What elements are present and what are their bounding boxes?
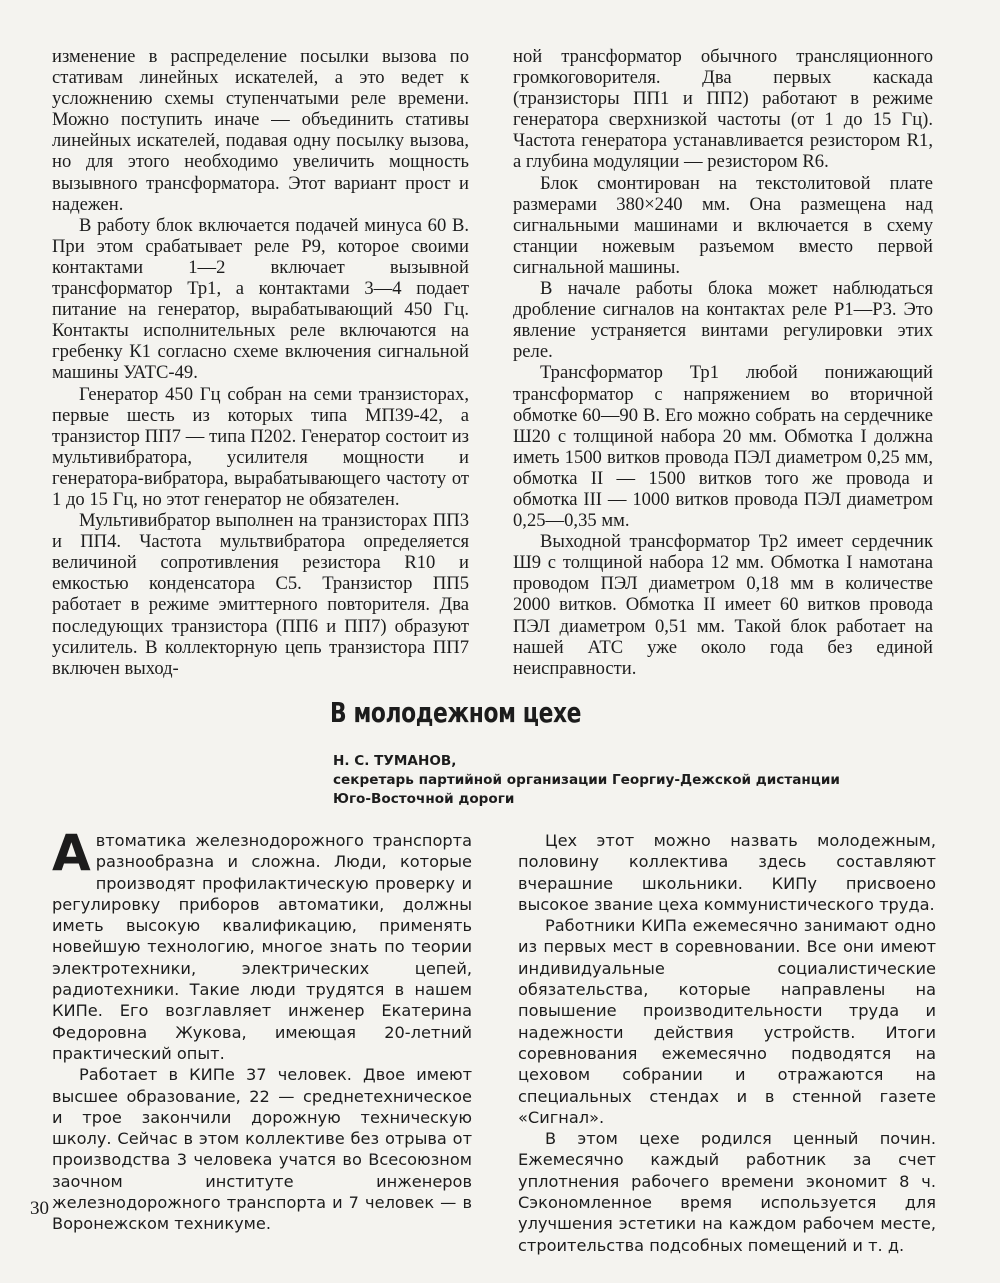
paragraph: Трансформатор Тр1 любой понижающий трансформатор с напряжением во вторичной обмотке 60—90 В. Его можно собрать на сердечнике Ш20 с толщиной набора 20 мм. Обмотка I должна иметь 1500 витков провода ПЭЛ диаметром 0,25 мм, обмотка II — 1500 витков того же провода и обмотка III — 1000 витков провода ПЭЛ диаметром 0,25—0,35 мм. (513, 362, 933, 532)
drop-cap: А (52, 824, 91, 882)
article-headline: В молодежном цехе (330, 696, 582, 729)
paragraph-text: втоматика железнодорожного транспорта разнообразна и сложна. Люди, которые производят профилактическую проверку и регулировку приборов автоматики, должны иметь высокую квалификацию, применять новейшую технологию, многое знать по теории электротехники, электрических цепей, радиотехники. Такие люди трудятся в нашем КИПе. Его возглавляет инженер Екатерина Федоровна Жукова, имеющая 20-летний практический опыт. (52, 831, 472, 1063)
paragraph: Работает в КИПе 37 человек. Двое имеют высшее образование, 22 — среднетехническое и трое закончили дорожную техническую школу. Сейчас в этом коллективе без отрыва от производства 3 человека учатся во Всесоюзном заочном институте инженеров железнодорожного транспорта и 7 человек — в Воронежском техникуме. (52, 1065, 472, 1234)
author-byline (333, 752, 840, 809)
author-title: секретарь партийной организации Георгиу-Дежской дистанции (333, 772, 840, 788)
paragraph: Цех этот можно назвать молодежным, половину коллектива здесь составляют вчерашние школьники. КИПу присвоено высокое звание цеха коммунистического труда. (518, 831, 936, 914)
paragraph (52, 824, 472, 1064)
author-organization: Юго-Восточной дороги (333, 791, 515, 807)
article2-left-column (52, 824, 472, 1235)
paragraph: В начале работы блока может наблюдаться дробление сигналов на контактах реле Р1—Р3. Это явление устраняется винтами регулировки этих реле. (513, 278, 933, 363)
article1-left-column (52, 46, 469, 679)
paragraph: Работники КИПа ежемесячно занимают одно из первых мест в соревновании. Все они имеют индивидуальные социалистические обязательства, которые направлены на повышение производительности труда и надежности действия устройств. Итоги соревнования ежемесячно подводятся на цеховом собрании и отражаются на специальных стендах и в стенной газете «Сигнал». (518, 916, 936, 1127)
paragraph: В этом цехе родился ценный почин. Ежемесячно каждый работник за счет уплотнения рабочего времени экономит 8 ч. Сэкономленное время используется для улучшения эстетики на каждом рабочем месте, строительства подсобных помещений и т. д. (518, 1129, 936, 1255)
page-number: 30 (30, 1198, 49, 1219)
paragraph: Выходной трансформатор Тр2 имеет сердечник Ш9 с толщиной набора 12 мм. Обмотка I намотана проводом ПЭЛ диаметром 0,18 мм в количестве 2000 витков. Обмотка II имеет 60 витков провода ПЭЛ диаметром 0,51 мм. Такой блок работает на нашей АТС уже около года без единой неисправности. (513, 531, 933, 679)
paragraph: Генератор 450 Гц собран на семи транзисторах, первые шесть из которых типа МП39-42, а транзистор ПП7 — типа П202. Генератор состоит из мультивибратора, усилителя мощности и генератора-вибратора, вырабатывающего частоту от 1 до 15 Гц, но этот генератор не обязателен. (52, 383, 469, 510)
article2-right-column (518, 830, 936, 1256)
author-name: Н. С. ТУМАНОВ, (333, 753, 457, 769)
article1-right-column (513, 46, 933, 679)
paragraph: ной трансформатор обычного трансляционного громкоговорителя. Два первых каскада (транзисторы ПП1 и ПП2) работают в режиме генератора сверхнизкой частоты (от 1 до 15 Гц). Частота генератора устанавливается резистором R1, а глубина модуляции — резистором R6. (513, 46, 933, 173)
paragraph: изменение в распределение посылки вызова по стативам линейных искателей, а это ведет к усложнению схемы ступенчатыми реле времени. Можно поступить иначе — объединить стативы линейных искателей, подавая одну посылку вызова, но для этого необходимо увеличить мощность вызывного трансформатора. Этот вариант прост и надежен. (52, 46, 469, 215)
paragraph: В работу блок включается подачей минуса 60 В. При этом срабатывает реле Р9, которое своими контактами 1—2 включает вызывной трансформатор Тр1, а контактами 3—4 подает питание на генератор, вырабатывающий 450 Гц. Контакты исполнительных реле включаются на гребенку К1 согласно схеме включения сигнальной машины УАТС-49. (52, 214, 469, 384)
paragraph: Блок смонтирован на текстолитовой плате размерами 380×240 мм. Она размещена над сигнальными машинами и включается в схему станции ножевым разъемом вместо первой сигнальной машины. (513, 172, 933, 278)
paragraph: Мультивибратор выполнен на транзисторах ПП3 и ПП4. Частота мультвибратора определяется величиной сопротивления резистора R10 и емкостью конденсатора С5. Транзистор ПП5 работает в режиме эмиттерного повторителя. Два последующих транзистора (ПП6 и ПП7) образуют усилитель. В коллекторную цепь транзистора ПП7 включен выход- (52, 510, 469, 679)
